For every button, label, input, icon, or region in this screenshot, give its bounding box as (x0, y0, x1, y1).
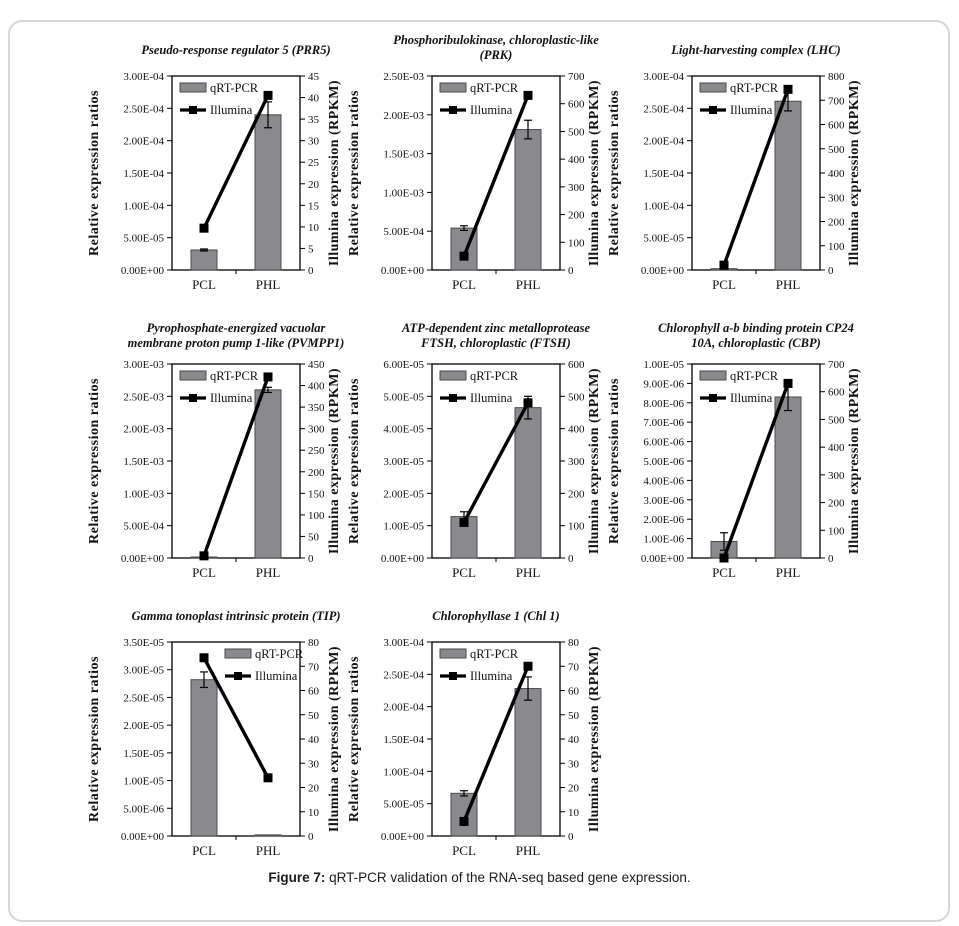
legend-bar-swatch (440, 371, 466, 380)
x-label-PHL: PHL (515, 565, 541, 580)
right-tick-label: 0 (568, 831, 574, 843)
right-tick-label: 60 (568, 685, 579, 698)
right-tick-label: 10 (308, 806, 319, 819)
right-tick-label: 300 (568, 181, 585, 194)
left-tick-label: 0.00E+00 (120, 831, 164, 843)
x-label-PCL: PCL (452, 843, 476, 858)
legend-bar-swatch (700, 371, 726, 380)
legend-line-marker (189, 394, 197, 402)
figure-caption-label: Figure 7: (268, 870, 326, 885)
left-tick-label: 1.00E-05 (643, 359, 684, 371)
right-tick-label: 50 (568, 709, 579, 722)
left-tick-label: 1.00E-03 (123, 488, 164, 501)
left-tick-label: 1.50E-05 (123, 747, 164, 760)
bar-PHL (255, 390, 281, 558)
legend-bar-label: qRT-PCR (470, 647, 519, 661)
bar-PHL (775, 101, 801, 270)
left-tick-label: 3.00E-03 (123, 359, 164, 371)
left-tick-label: 1.00E-03 (383, 187, 424, 200)
legend-line-marker (189, 106, 197, 114)
x-label-PCL: PCL (712, 277, 736, 292)
right-tick-label: 70 (568, 661, 579, 674)
right-tick-label: 350 (308, 402, 325, 415)
x-label-PHL: PHL (255, 565, 281, 580)
left-tick-label: 1.00E-04 (383, 766, 424, 779)
left-tick-label: 2.50E-04 (643, 103, 684, 116)
left-tick-label: 2.50E-04 (383, 669, 424, 682)
x-label-PCL: PCL (192, 565, 216, 580)
x-label-PCL: PCL (192, 843, 216, 858)
illumina-marker-PCL (200, 224, 209, 233)
left-tick-label: 2.00E-05 (383, 488, 424, 501)
illumina-marker-PHL (524, 398, 533, 407)
chart-prr5 (60, 30, 362, 302)
right-tick-label: 450 (308, 359, 325, 371)
left-tick-label: 6.00E-06 (643, 436, 684, 449)
right-tick-label: 100 (828, 240, 845, 253)
legend-line-label: Illumina (470, 391, 513, 405)
legend-bar-label: qRT-PCR (470, 369, 519, 383)
left-tick-label: 2.00E-04 (643, 135, 684, 148)
illumina-marker-PCL (460, 252, 469, 261)
right-tick-label: 200 (828, 216, 845, 229)
right-tick-label: 0 (828, 265, 834, 277)
right-tick-label: 40 (308, 734, 319, 746)
illumina-marker-PHL (264, 773, 273, 782)
right-tick-label: 800 (828, 71, 845, 83)
right-tick-label: 15 (308, 200, 319, 213)
illumina-marker-PHL (784, 379, 793, 388)
right-tick-label: 35 (308, 114, 319, 127)
legend-line-label: Illumina (255, 669, 298, 683)
left-tick-label: 0.00E+00 (120, 553, 164, 565)
chart-chl1 (320, 596, 622, 868)
right-tick-label: 200 (568, 209, 585, 222)
right-tick-label: 60 (308, 685, 319, 698)
right-tick-label: 70 (308, 661, 319, 674)
illumina-marker-PHL (524, 662, 533, 671)
legend-line-label: Illumina (470, 103, 513, 117)
left-axis-title: Relative expression ratios (347, 378, 362, 544)
left-tick-label: 2.50E-03 (123, 391, 164, 404)
left-tick-label: 3.00E-06 (643, 494, 684, 507)
right-tick-label: 600 (828, 119, 845, 132)
right-tick-label: 50 (308, 709, 319, 722)
right-tick-label: 200 (308, 466, 325, 479)
right-axis-title: Illumina expression (RPKM) (847, 79, 862, 267)
right-tick-label: 400 (828, 442, 845, 455)
chart-svg-prr5 (60, 30, 362, 302)
legend-bar-label: qRT-PCR (730, 81, 779, 95)
illumina-marker-PHL (264, 91, 273, 100)
legend-bar-label: qRT-PCR (210, 81, 259, 95)
chart-svg-prk (320, 30, 622, 302)
chart-title: Chlorophyll a-b binding protein CP24 (658, 321, 854, 335)
chart-prk (320, 30, 622, 302)
right-axis-title: Illumina expression (RPKM) (327, 367, 342, 555)
right-tick-label: 30 (308, 758, 319, 771)
right-tick-label: 400 (308, 380, 325, 393)
legend-bar-swatch (180, 83, 206, 92)
right-tick-label: 45 (308, 71, 319, 83)
left-tick-label: 3.00E-04 (643, 71, 684, 83)
chart-title: Gamma tonoplast intrinsic protein (TIP) (131, 609, 341, 623)
left-axis-title: Relative expression ratios (87, 378, 102, 544)
left-tick-label: 5.00E-05 (643, 232, 684, 245)
right-axis-title: Illumina expression (RPKM) (327, 79, 342, 267)
right-tick-label: 500 (568, 126, 585, 139)
left-tick-label: 3.50E-05 (123, 637, 164, 649)
left-tick-label: 6.00E-05 (383, 359, 424, 371)
x-label-PHL: PHL (515, 843, 541, 858)
right-tick-label: 5 (308, 243, 314, 256)
chart-svg-ftsh (320, 318, 622, 590)
legend-bar-label: qRT-PCR (255, 647, 304, 661)
left-tick-label: 9.00E-06 (643, 378, 684, 391)
left-tick-label: 1.50E-04 (643, 168, 684, 180)
legend-line-marker (234, 672, 242, 680)
chart-title: Pseudo-response regulator 5 (PRR5) (141, 43, 331, 57)
right-tick-label: 40 (308, 92, 319, 105)
illumina-marker-PHL (524, 91, 533, 100)
left-tick-label: 4.00E-06 (643, 475, 684, 488)
chart-svg-lhc (580, 30, 882, 302)
chart-ftsh (320, 318, 622, 590)
right-tick-label: 30 (308, 135, 319, 148)
right-tick-label: 400 (568, 154, 585, 167)
right-tick-label: 0 (568, 553, 574, 565)
right-axis-title: Illumina expression (RPKM) (327, 645, 342, 833)
x-label-PCL: PCL (192, 277, 216, 292)
chart-lhc (580, 30, 882, 302)
legend-line-marker (709, 106, 717, 114)
right-tick-label: 700 (828, 359, 845, 371)
right-tick-label: 600 (828, 386, 845, 399)
illumina-marker-PHL (264, 372, 273, 381)
bar-PHL (515, 408, 541, 558)
bar-PHL (255, 835, 281, 836)
illumina-marker-PCL (720, 261, 729, 270)
left-tick-label: 2.00E-05 (123, 720, 164, 733)
left-axis-title: Relative expression ratios (347, 656, 362, 822)
illumina-marker-PCL (200, 653, 209, 662)
left-tick-label: 0.00E+00 (380, 553, 424, 565)
x-label-PCL: PCL (452, 277, 476, 292)
left-axis-title: Relative expression ratios (87, 90, 102, 256)
right-tick-label: 20 (308, 178, 319, 191)
right-tick-label: 100 (568, 237, 585, 250)
right-axis-title: Illumina expression (RPKM) (587, 367, 602, 555)
x-label-PCL: PCL (452, 565, 476, 580)
right-tick-label: 700 (568, 71, 585, 83)
left-tick-label: 4.00E-05 (383, 423, 424, 436)
left-tick-label: 1.00E-04 (123, 200, 164, 213)
left-tick-label: 3.00E-05 (123, 664, 164, 677)
left-tick-label: 2.00E-04 (383, 701, 424, 714)
x-label-PHL: PHL (775, 277, 801, 292)
left-tick-label: 0.00E+00 (640, 265, 684, 277)
illumina-marker-PCL (200, 551, 209, 560)
right-tick-label: 700 (828, 95, 845, 108)
left-tick-label: 1.00E-06 (643, 533, 684, 546)
left-tick-label: 5.00E-05 (383, 798, 424, 811)
bar-PHL (515, 689, 541, 836)
left-tick-label: 2.00E-03 (123, 423, 164, 436)
left-tick-label: 5.00E-06 (643, 456, 684, 468)
x-label-PHL: PHL (255, 843, 281, 858)
legend-line-label: Illumina (210, 391, 253, 405)
illumina-marker-PHL (784, 85, 793, 94)
legend-bar-label: qRT-PCR (470, 81, 519, 95)
left-tick-label: 5.00E-04 (123, 520, 164, 533)
left-tick-label: 0.00E+00 (380, 265, 424, 277)
chart-title: Phosphoribulokinase, chloroplastic-like (393, 33, 599, 47)
left-tick-label: 1.00E-04 (643, 200, 684, 213)
left-tick-label: 3.00E-04 (123, 71, 164, 83)
chart-title: Light-harvesting complex (LHC) (671, 43, 841, 57)
legend-line-label: Illumina (730, 391, 773, 405)
left-tick-label: 2.50E-03 (383, 71, 424, 83)
right-tick-label: 20 (568, 782, 579, 795)
right-tick-label: 10 (308, 221, 319, 234)
right-tick-label: 300 (568, 456, 585, 468)
right-tick-label: 25 (308, 157, 319, 170)
chart-title: ATP-dependent zinc metalloprotease (401, 321, 591, 335)
left-tick-label: 5.00E-05 (123, 232, 164, 245)
right-tick-label: 100 (828, 525, 845, 538)
bar-PHL (255, 115, 281, 270)
left-tick-label: 1.00E-05 (123, 775, 164, 788)
left-tick-label: 5.00E-04 (383, 226, 424, 239)
illumina-marker-PCL (460, 817, 469, 826)
right-tick-label: 80 (568, 637, 579, 649)
right-tick-label: 200 (828, 497, 845, 510)
right-tick-label: 500 (828, 414, 845, 427)
right-tick-label: 0 (828, 553, 834, 565)
legend-line-marker (709, 394, 717, 402)
legend-line-label: Illumina (210, 103, 253, 117)
left-tick-label: 3.00E-05 (383, 456, 424, 468)
left-tick-label: 1.50E-04 (123, 168, 164, 180)
left-tick-label: 2.00E-03 (383, 109, 424, 122)
right-tick-label: 150 (308, 488, 325, 501)
chart-title: Chlorophyllase 1 (Chl 1) (432, 609, 560, 623)
legend-bar-swatch (225, 649, 251, 658)
x-label-PHL: PHL (775, 565, 801, 580)
right-tick-label: 500 (568, 391, 585, 404)
right-tick-label: 100 (568, 520, 585, 533)
left-tick-label: 2.00E-06 (643, 514, 684, 527)
chart-svg-tip (60, 596, 362, 868)
left-tick-label: 2.50E-05 (123, 692, 164, 705)
left-axis-title: Relative expression ratios (347, 90, 362, 256)
left-tick-label: 1.00E-05 (383, 520, 424, 533)
chart-svg-chl1 (320, 596, 622, 868)
x-label-PHL: PHL (515, 277, 541, 292)
right-axis-title: Illumina expression (RPKM) (587, 79, 602, 267)
chart-tip (60, 596, 362, 868)
legend-line-label: Illumina (730, 103, 773, 117)
figure-caption-text: qRT-PCR validation of the RNA-seq based gene expression. (325, 870, 691, 885)
left-tick-label: 2.50E-04 (123, 103, 164, 116)
legend-line-marker (449, 106, 457, 114)
right-tick-label: 500 (828, 143, 845, 156)
chart-title: (PRK) (479, 48, 513, 62)
legend-line-marker (449, 672, 457, 680)
left-tick-label: 8.00E-06 (643, 397, 684, 410)
left-axis-title: Relative expression ratios (607, 90, 622, 256)
right-tick-label: 300 (828, 469, 845, 482)
right-tick-label: 300 (828, 192, 845, 205)
chart-pvmpp1 (60, 318, 362, 590)
legend-line-label: Illumina (470, 669, 513, 683)
right-axis-title: Illumina expression (RPKM) (847, 367, 862, 555)
chart-title: Pyrophosphate-energized vacuolar (146, 321, 326, 335)
right-tick-label: 0 (308, 831, 314, 843)
bar-PHL (775, 397, 801, 558)
left-tick-label: 0.00E+00 (120, 265, 164, 277)
left-tick-label: 3.00E-04 (383, 637, 424, 649)
x-label-PHL: PHL (255, 277, 281, 292)
figure-caption (0, 870, 959, 885)
right-tick-label: 0 (308, 265, 314, 277)
chart-svg-pvmpp1 (60, 318, 362, 590)
left-tick-label: 7.00E-06 (643, 417, 684, 430)
right-tick-label: 80 (308, 637, 319, 649)
illumina-marker-PCL (460, 518, 469, 527)
chart-title: 10A, chloroplastic (CBP) (691, 336, 821, 350)
left-tick-label: 1.50E-04 (383, 734, 424, 746)
left-tick-label: 5.00E-05 (383, 391, 424, 404)
legend-bar-swatch (700, 83, 726, 92)
right-tick-label: 400 (828, 168, 845, 180)
right-tick-label: 40 (568, 734, 579, 746)
right-tick-label: 300 (308, 423, 325, 436)
chart-cbp (580, 318, 882, 590)
left-tick-label: 1.50E-03 (123, 456, 164, 468)
right-tick-label: 200 (568, 488, 585, 501)
bar-PHL (515, 130, 541, 270)
left-tick-label: 2.00E-04 (123, 135, 164, 148)
legend-bar-label: qRT-PCR (730, 369, 779, 383)
right-tick-label: 400 (568, 423, 585, 436)
right-tick-label: 600 (568, 359, 585, 371)
right-tick-label: 0 (308, 553, 314, 565)
right-tick-label: 250 (308, 445, 325, 458)
chart-title: membrane proton pump 1-like (PVMPP1) (127, 336, 345, 350)
illumina-marker-PCL (720, 554, 729, 563)
right-tick-label: 30 (568, 758, 579, 771)
legend-bar-swatch (180, 371, 206, 380)
bar-PCL (191, 250, 217, 270)
left-tick-label: 0.00E+00 (640, 553, 684, 565)
right-tick-label: 100 (308, 509, 325, 522)
left-tick-label: 5.00E-06 (123, 803, 164, 816)
legend-bar-label: qRT-PCR (210, 369, 259, 383)
left-tick-label: 0.00E+00 (380, 831, 424, 843)
right-tick-label: 600 (568, 98, 585, 111)
chart-title: FTSH, chloroplastic (FTSH) (421, 336, 571, 350)
legend-bar-swatch (440, 649, 466, 658)
left-tick-label: 1.50E-03 (383, 148, 424, 161)
chart-svg-cbp (580, 318, 882, 590)
right-tick-label: 50 (308, 531, 319, 544)
legend-line-marker (449, 394, 457, 402)
right-tick-label: 20 (308, 782, 319, 795)
left-axis-title: Relative expression ratios (87, 656, 102, 822)
right-tick-label: 0 (568, 265, 574, 277)
bar-PCL (191, 680, 217, 836)
x-label-PCL: PCL (712, 565, 736, 580)
legend-bar-swatch (440, 83, 466, 92)
right-axis-title: Illumina expression (RPKM) (587, 645, 602, 833)
left-axis-title: Relative expression ratios (607, 378, 622, 544)
right-tick-label: 10 (568, 806, 579, 819)
